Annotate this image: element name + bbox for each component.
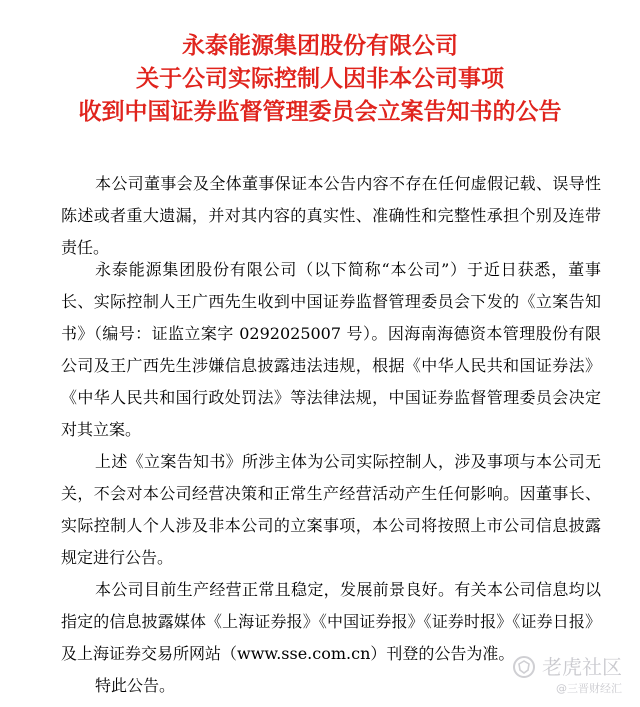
watermark-primary-text: 老虎社区: [542, 655, 622, 679]
watermark-primary-row: [512, 655, 622, 679]
notice-body: [61, 254, 601, 702]
board-statement-block: [61, 168, 601, 264]
notice-title-line-3: 收到中国证券监督管理委员会立案告知书的公告: [78, 99, 562, 125]
paragraph-closing: 特此公告。: [95, 676, 176, 695]
paragraph-operations: 本公司目前生产经营正常且稳定，发展前景良好。有关本公司信息均以指定的信息披露媒体《上海证券报》《中国证券报》《证券时报》《证券日报》及上海证券交易所网站（www.sse.com.cn）刊登的公告为准。: [61, 580, 601, 663]
notice-title-company: 永泰能源集团股份有限公司: [182, 33, 458, 59]
paragraph-announcement: 永泰能源集团股份有限公司（以下简称“本公司”）于近日获悉，董事长、实际控制人王广西先生收到中国证券监督管理委员会下发的《立案告知书》（编号：证监立案字 0292025007 号）。因海南海德资本管理股份有限公司及王广西先生涉嫌信息披露违法违规，根据《中华人民共和国证券法》《中华人民共和国行政处罚法》等法律法规，中国证券监督管理委员会决定对其立案。: [61, 260, 601, 439]
paragraph-impact: 上述《立案告知书》所涉主体为公司实际控制人，涉及事项与本公司无关，不会对本公司经营决策和正常生产经营活动产生任何影响。因董事长、实际控制人个人涉及非本公司的立案事项，本公司将按照上市公司信息披露规定进行公告。: [61, 452, 601, 567]
board-statement: 本公司董事会及全体董事保证本公告内容不存在任何虚假记载、误导性陈述或者重大遗漏，并对其内容的真实性、准确性和完整性承担个别及连带责任。: [61, 174, 601, 257]
watermark-secondary-text: @三晋财经汇: [556, 682, 622, 695]
notice-title-line-2: 关于公司实际控制人因非本公司事项: [136, 66, 504, 92]
watermark: [512, 655, 622, 697]
title-block: [0, 0, 640, 129]
tiger-logo-icon: [512, 655, 536, 679]
